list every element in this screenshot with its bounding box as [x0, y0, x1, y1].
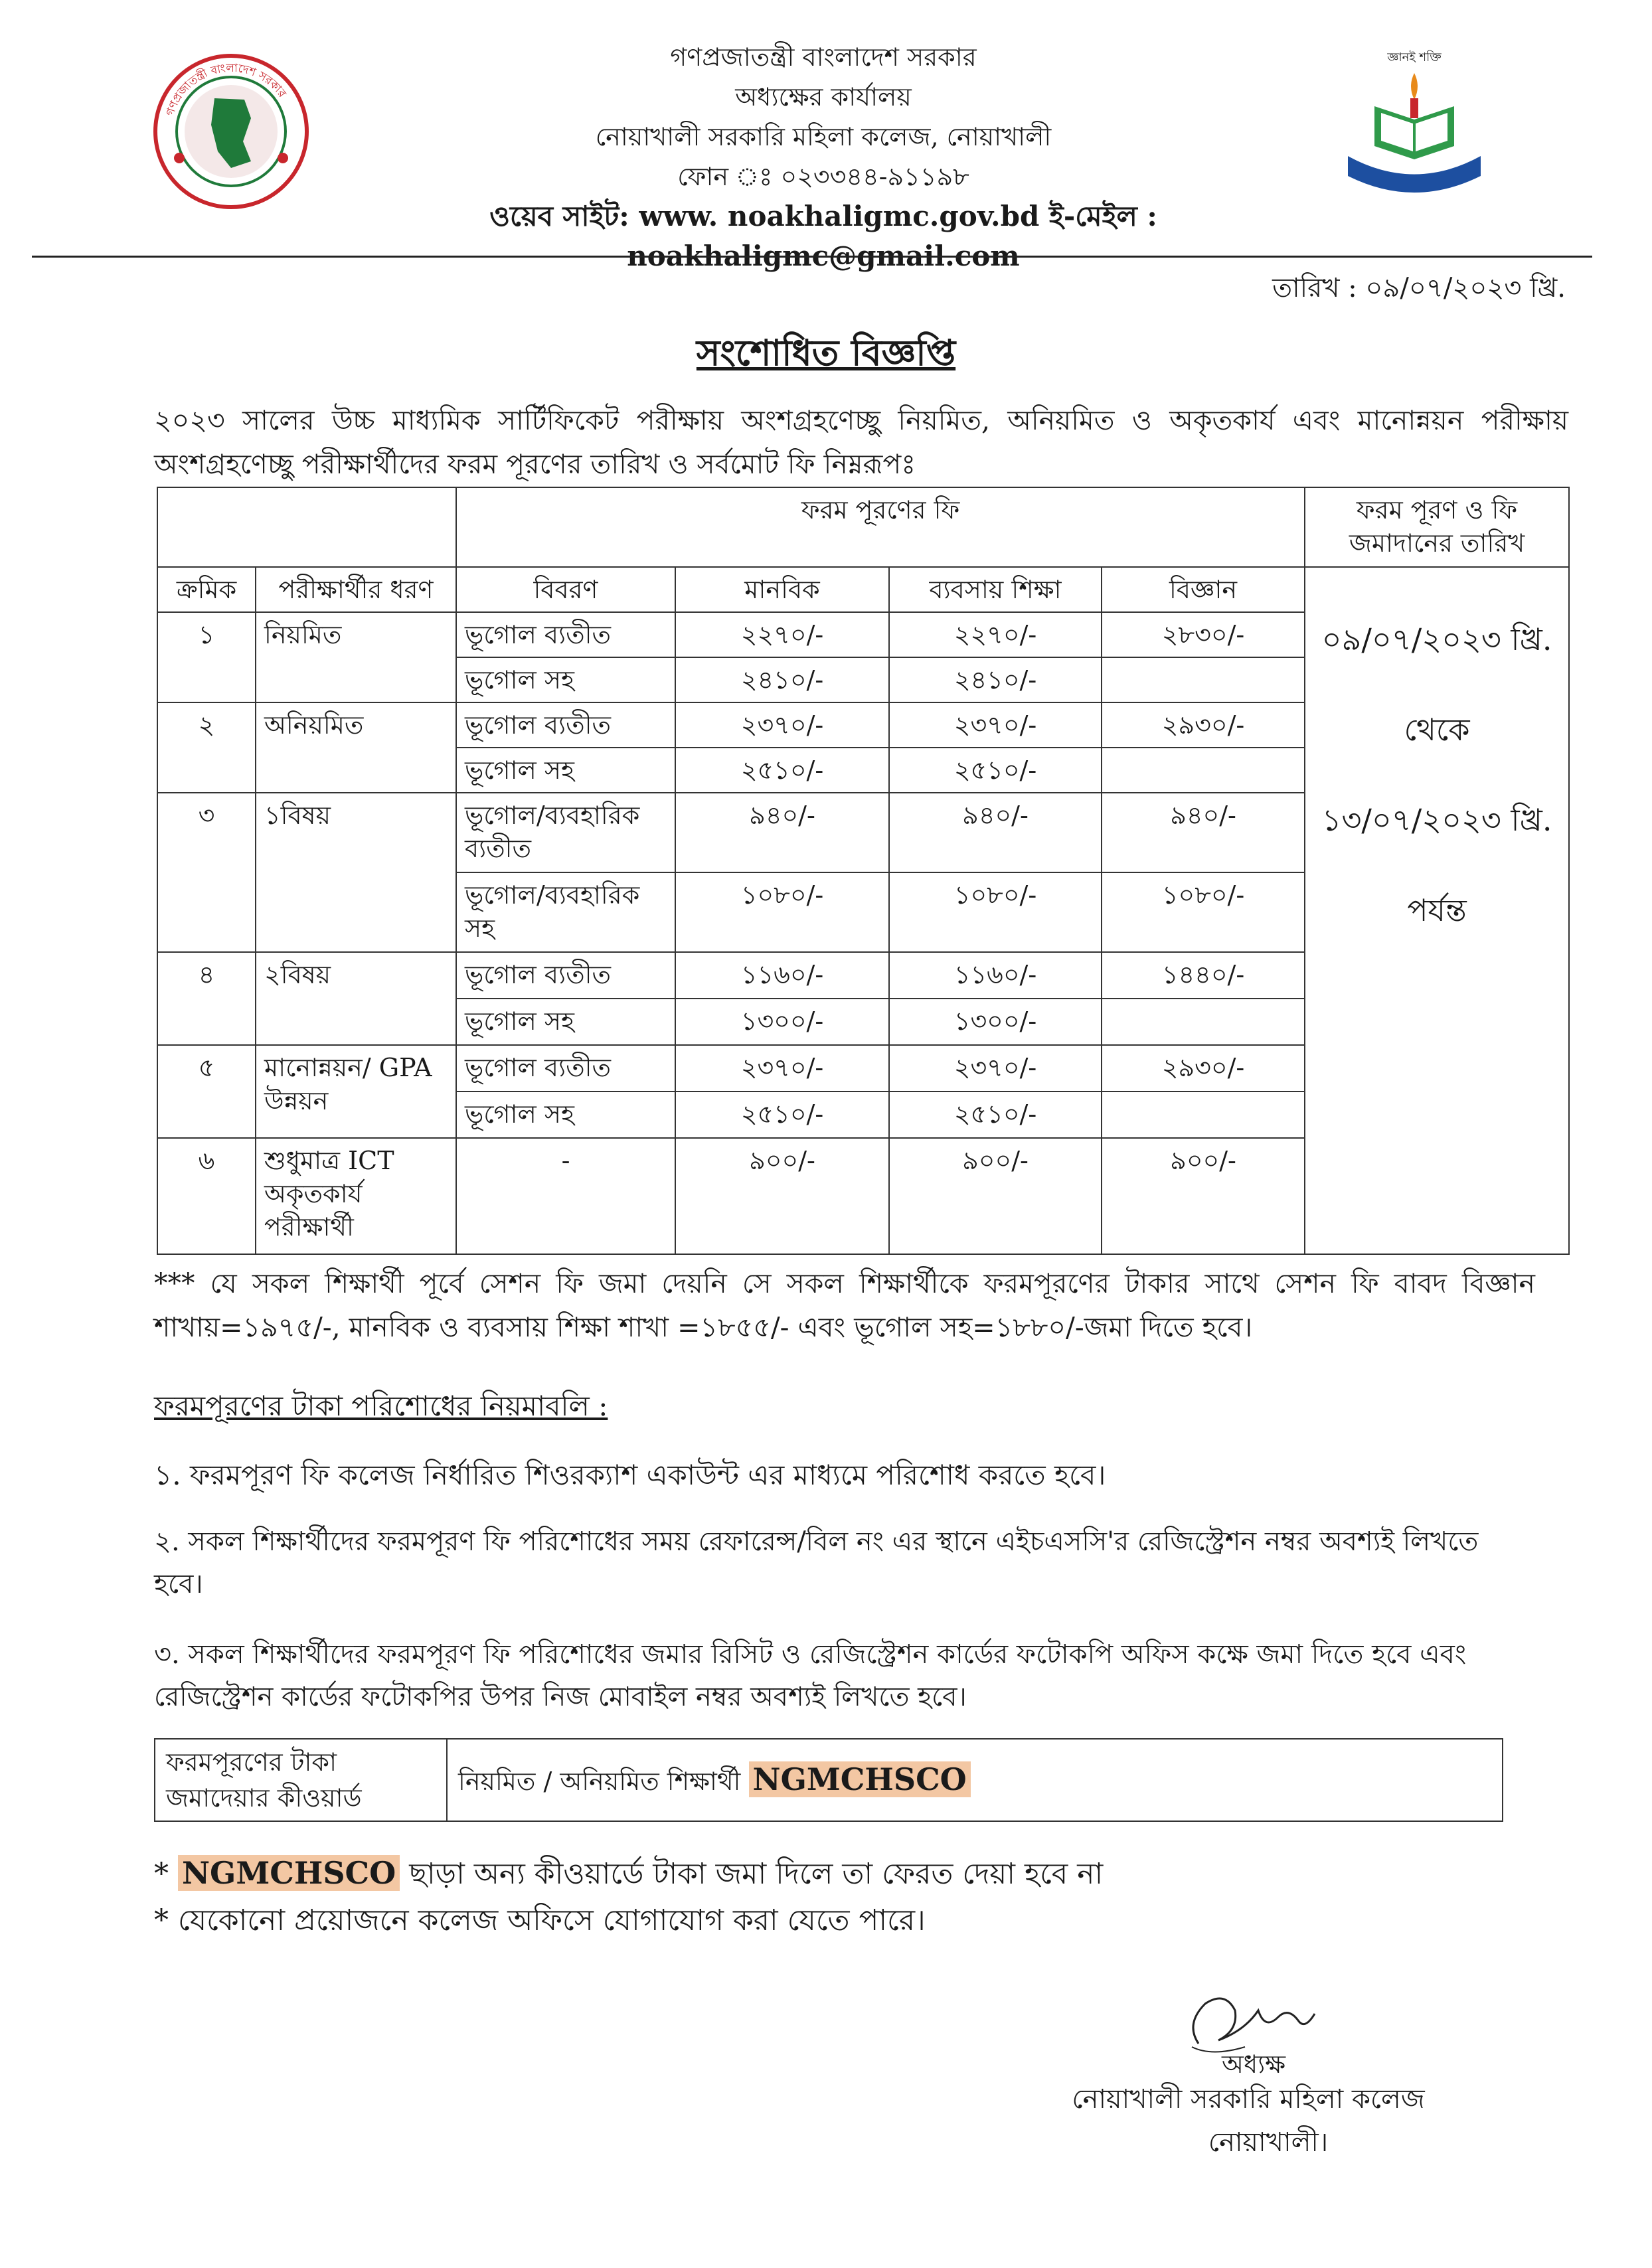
rule-item: ২. সকল শিক্ষার্থীদের ফরমপূরণ ফি পরিশোধের সময় রেফারেন্স/বিল নং এর স্থানে এইচএসসি'র রেজিস্ট্রেশন নম্বর অবশ্যই লিখতে হবে।: [154, 1526, 1479, 1599]
type-cell: নিয়মিত: [256, 612, 456, 702]
note-text: ছাড়া অন্য কীওয়ার্ডে টাকা জমা দিলে তা ফেরত দেয়া হবে না: [409, 1857, 1104, 1891]
desc-cell: ভূগোল সহ: [456, 1092, 675, 1138]
humanities-fee: ১০৮০/-: [675, 872, 889, 952]
note-keyword-warning: [154, 1852, 1103, 1895]
science-fee: ১৪৪০/-: [1102, 952, 1305, 999]
business-fee: ২৩৭০/-: [889, 702, 1102, 748]
column-header-serial: ক্রমিক: [157, 567, 256, 612]
science-fee: ২৮৩০/-: [1102, 612, 1305, 657]
serial-cell: ৫: [157, 1045, 256, 1138]
notice-title: সংশোধিত বিজ্ঞপ্তি: [696, 331, 956, 374]
column-header-type: পরীক্ষার্থীর ধরণ: [256, 567, 456, 612]
date-to: ১৩/০৭/২০২৩ খ্রি.: [1321, 802, 1552, 838]
type-cell: মানোন্নয়ন/ GPA উন্নয়ন: [256, 1045, 456, 1138]
header-line-phone: ফোন ঃ ০২৩৩৪৪-৯১১৯৮: [677, 162, 969, 191]
note-contact-office: * যেকোনো প্রয়োজনে কলেজ অফিসে যোগাযোগ করা যেতে পারে।: [154, 1903, 926, 1937]
signature-place: নোয়াখালী।: [1208, 2127, 1329, 2158]
desc-cell: ভূগোল সহ: [456, 748, 675, 793]
date-column-header: ফরম পূরণ ও ফি জমাদানের তারিখ: [1305, 487, 1569, 567]
government-seal: [151, 52, 311, 211]
science-fee: ৯০০/-: [1102, 1138, 1305, 1254]
header-line-office: অধ্যক্ষের কার্যালয়: [735, 82, 912, 112]
business-fee: ১০৮০/-: [889, 872, 1102, 952]
date-mid: থেকে: [1404, 712, 1470, 748]
serial-cell: ২: [157, 702, 256, 793]
date-range-cell: [1305, 567, 1569, 1254]
header-divider: [32, 256, 1592, 258]
header-line-web-email: ওয়েব সাইট: www. noakhaligmc.gov.bd ই-মেইল : noakhaligmc@gmail.com: [489, 200, 1157, 272]
humanities-fee: ২২৭০/-: [675, 612, 889, 657]
header-line-college: নোয়াখালী সরকারি মহিলা কলেজ, নোয়াখালী: [595, 122, 1052, 151]
table-corner-empty: [157, 487, 456, 567]
column-header-humanities: মানবিক: [675, 567, 889, 612]
type-cell: ২বিষয়: [256, 952, 456, 1045]
humanities-fee: ২৩৭০/-: [675, 1045, 889, 1092]
note-star: *: [154, 1857, 169, 1891]
serial-cell: ৬: [157, 1138, 256, 1254]
humanities-fee: ২৫১০/-: [675, 1092, 889, 1138]
type-cell: শুধুমাত্র ICT অকৃতকার্য পরীক্ষার্থী: [256, 1138, 456, 1254]
rule-item: ১. ফরমপূরণ ফি কলেজ নির্ধারিত শিওরক্যাশ একাউন্ট এর মাধ্যমে পরিশোধ করতে হবে।: [154, 1459, 1106, 1491]
intro-paragraph: ২০২৩ সালের উচ্চ মাধ্যমিক সার্টিফিকেট পরীক্ষায় অংশগ্রহণেচ্ছু নিয়মিত, অনিয়মিত ও অকৃতকার্য এবং মানোন্নয়ন পরীক্ষায় অংশগ্রহণেচ্ছু পরীক্ষার্থীদের ফরম পূরণের তারিখ ও সর্বমোট ফি নিম্নরূপঃ: [154, 404, 1568, 480]
business-fee: ৯৪০/-: [889, 793, 1102, 872]
science-fee: ২৯৩০/-: [1102, 1045, 1305, 1092]
note-keyword: NGMCHSCO: [178, 1855, 400, 1891]
humanities-fee: ২৪১০/-: [675, 657, 889, 702]
business-fee: ২৫১০/-: [889, 1092, 1102, 1138]
desc-cell: ভূগোল ব্যতীত: [456, 952, 675, 999]
desc-cell: ভূগোল ব্যতীত: [456, 1045, 675, 1092]
desc-cell: ভূগোল সহ: [456, 999, 675, 1045]
humanities-fee: ১১৬০/-: [675, 952, 889, 999]
business-fee: ২৩৭০/-: [889, 1045, 1102, 1092]
business-fee: ২৫১০/-: [889, 748, 1102, 793]
keyword-value-cell: [447, 1739, 1503, 1821]
type-cell: ১বিষয়: [256, 793, 456, 952]
desc-cell: ভূগোল ব্যতীত: [456, 612, 675, 657]
science-fee: [1102, 999, 1305, 1045]
humanities-fee: ১৩০০/-: [675, 999, 889, 1045]
letterhead: [292, 37, 1355, 276]
rules-heading: ফরমপূরণের টাকা পরিশোধের নিয়মাবলি :: [154, 1390, 608, 1422]
column-header-science: বিজ্ঞান: [1102, 567, 1305, 612]
date-end: পর্যন্ত: [1407, 892, 1467, 928]
business-fee: ২২৭০/-: [889, 612, 1102, 657]
humanities-fee: ৯০০/-: [675, 1138, 889, 1254]
science-fee: ১০৮০/-: [1102, 872, 1305, 952]
signature-designation: অধ্যক্ষ: [1222, 2050, 1286, 2079]
business-fee: ২৪১০/-: [889, 657, 1102, 702]
keyword-code: NGMCHSCO: [749, 1761, 971, 1797]
fee-table: [157, 487, 1570, 1255]
header-line-government: গণপ্রজাতন্ত্রী বাংলাদেশ সরকার: [670, 42, 977, 72]
notice-date: তারিখ : ০৯/০৭/২০২৩ খ্রি.: [1272, 273, 1566, 303]
seal-text: গণপ্রজাতন্ত্রী বাংলাদেশ সরকার: [163, 61, 289, 118]
logo-motto: জ্ঞানই শক্তি: [1387, 50, 1442, 64]
science-fee: [1102, 748, 1305, 793]
date-from: ০৯/০৭/২০২৩ খ্রি.: [1321, 621, 1552, 657]
column-header-description: বিবরণ: [456, 567, 675, 612]
business-fee: ১১৬০/-: [889, 952, 1102, 999]
keyword-label: ফরমপূরণের টাকা জমাদেয়ার কীওয়ার্ড: [155, 1739, 447, 1821]
keyword-prefix: নিয়মিত / অনিয়মিত শিক্ষার্থী: [458, 1766, 741, 1796]
signature-org: নোয়াখালী সরকারি মহিলা কলেজ: [1072, 2084, 1425, 2115]
science-fee: [1102, 1092, 1305, 1138]
serial-cell: ৪: [157, 952, 256, 1045]
session-fee-note: *** যে সকল শিক্ষার্থী পূর্বে সেশন ফি জমা দেয়নি সে সকল শিক্ষার্থীকে ফরমপূরণের টাকার সাথে সেশন ফি বাবদ বিজ্ঞান শাখায়=১৯৭৫/-, মানবিক ও ব্যবসায় শিক্ষা শাখা =১৮৫৫/- এবং ভূগোল সহ=১৮৮০/-জমা দিতে হবে।: [154, 1267, 1535, 1343]
science-fee: ২৯৩০/-: [1102, 702, 1305, 748]
type-cell: অনিয়মিত: [256, 702, 456, 793]
humanities-fee: ২৩৭০/-: [675, 702, 889, 748]
humanities-fee: ২৫১০/-: [675, 748, 889, 793]
business-fee: ১৩০০/-: [889, 999, 1102, 1045]
desc-cell: -: [456, 1138, 675, 1254]
business-fee: ৯০০/-: [889, 1138, 1102, 1254]
desc-cell: ভূগোল ব্যতীত: [456, 702, 675, 748]
desc-cell: ভূগোল সহ: [456, 657, 675, 702]
science-fee: ৯৪০/-: [1102, 793, 1305, 872]
keyword-table: [154, 1738, 1503, 1822]
fee-group-header: ফরম পূরণের ফি: [456, 487, 1305, 567]
serial-cell: ৩: [157, 793, 256, 952]
humanities-fee: ৯৪০/-: [675, 793, 889, 872]
rule-item: ৩. সকল শিক্ষার্থীদের ফরমপূরণ ফি পরিশোধের জমার রিসিট ও রেজিস্ট্রেশন কার্ডের ফটোকপি অফিস কক্ষে জমা দিতে হবে এবং রেজিস্ট্রেশন কার্ডের ফটোকপির উপর নিজ মোবাইল নম্বর অবশ্যই লিখতে হবে।: [154, 1639, 1467, 1712]
serial-cell: ১: [157, 612, 256, 702]
desc-cell: ভূগোল/ব্যবহারিক ব্যতীত: [456, 793, 675, 872]
science-fee: [1102, 657, 1305, 702]
column-header-business: ব্যবসায় শিক্ষা: [889, 567, 1102, 612]
desc-cell: ভূগোল/ব্যবহারিক সহ: [456, 872, 675, 952]
